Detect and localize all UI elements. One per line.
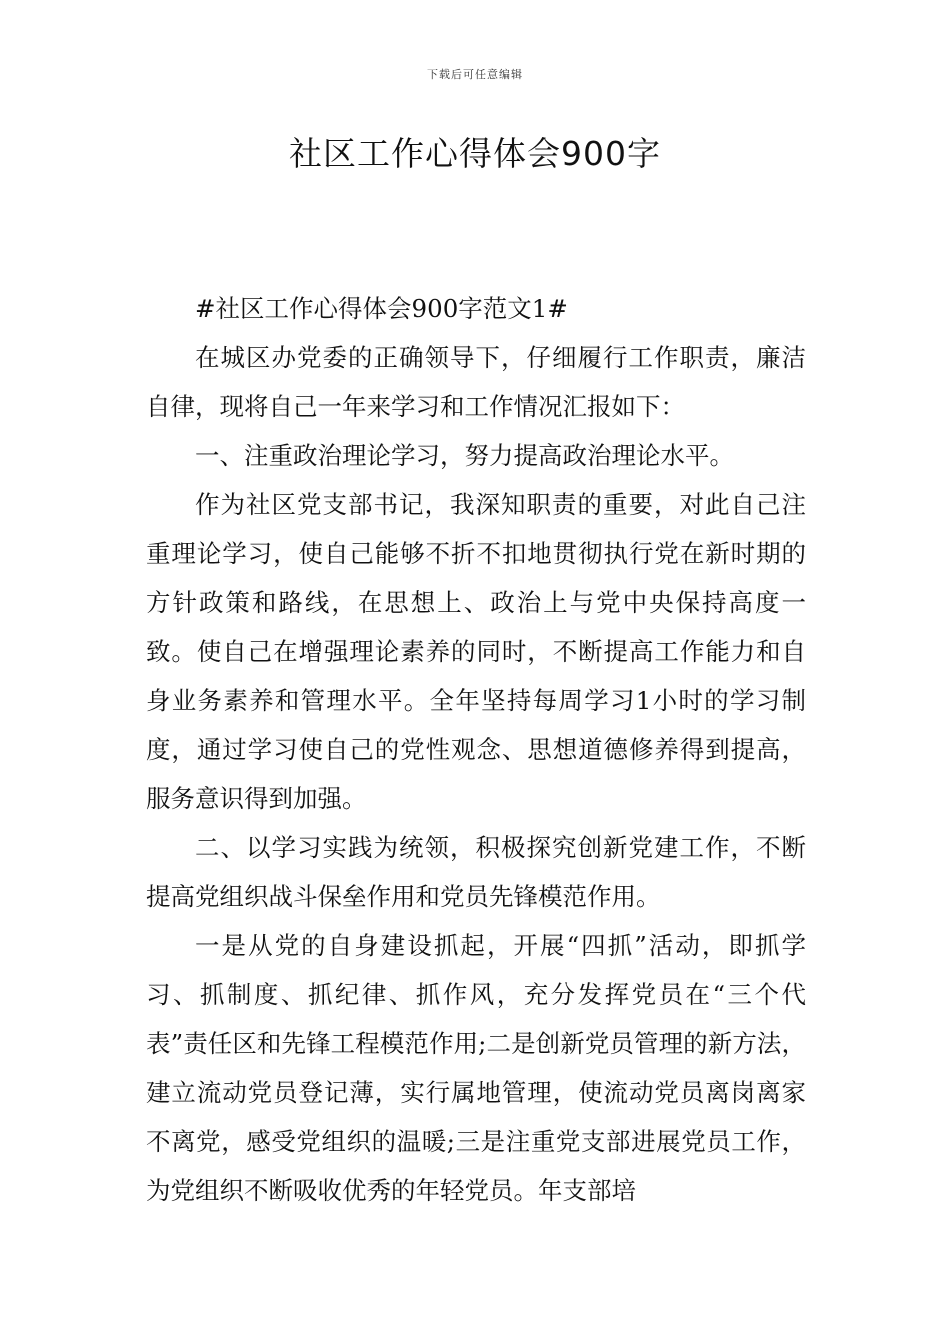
paragraph-subtitle: #社区工作心得体会900字范文1#	[195, 294, 568, 323]
section-heading: 一、注重政治理论学习，努力提高政治理论水平。	[195, 441, 734, 470]
document-body	[146, 284, 806, 1215]
document-title: 社区工作心得体会900字	[289, 134, 661, 173]
paragraph: 在城区办党委的正确领导下，仔细履行工作职责，廉洁自律，现将自己一年来学习和工作情况汇报如下：	[146, 343, 806, 421]
section-heading: 二、以学习实践为统领，积极探究创新党建工作，不断提高党组织战斗保垒作用和党员先锋模范作用。	[146, 833, 806, 911]
paragraph: 一是从党的自身建设抓起，开展“四抓”活动，即抓学习、抓制度、抓纪律、抓作风，充分发挥党员在“三个代表”责任区和先锋工程模范作用;二是创新党员管理的新方法，建立流动党员登记薄，实行属地管理，使流动党员离岗离家不离党，感受党组织的温暖;三是注重党支部进展党员工作，为党组织不断吸收优秀的年轻党员。年支部培	[146, 931, 806, 1205]
header-note: 下载后可任意编辑	[427, 68, 523, 81]
paragraph: 作为社区党支部书记，我深知职责的重要，对此自己注重理论学习，使自己能够不折不扣地贯彻执行党在新时期的方针政策和路线，在思想上、政治上与党中央保持高度一致。使自己在增强理论素养的同时，不断提高工作能力和自身业务素养和管理水平。全年坚持每周学习1小时的学习制度，通过学习使自己的党性观念、思想道德修养得到提高，服务意识得到加强。	[146, 490, 806, 813]
